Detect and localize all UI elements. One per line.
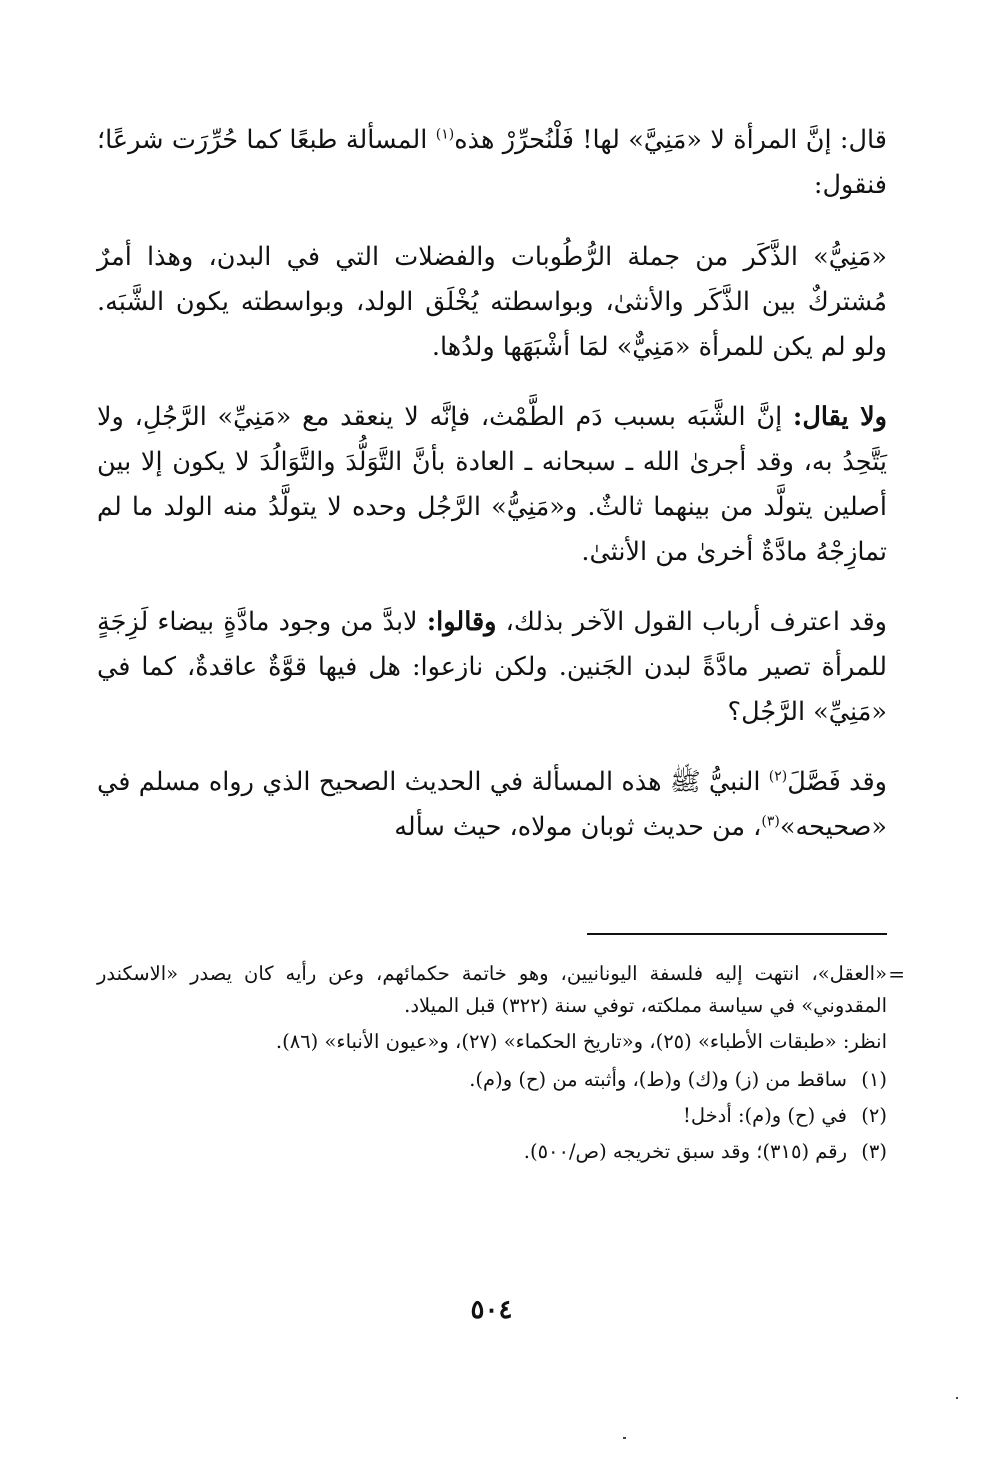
footnote-see-also: انظر: «طبقات الأطباء» (٢٥)، و«تاريخ الحكماء» (٢٧)، و«عيون الأنباء» (٨٦). (275, 1030, 887, 1053)
paragraph-4-text-a: وقد اعترف أرباب القول الآخر بذلك، (496, 607, 888, 637)
footnote-ref-3[interactable]: (٣) (761, 813, 780, 830)
paragraph-1-text-b: المسألة طبعًا كما حُرِّرَت شرعًا؛ فنقول: (97, 125, 887, 200)
paragraph-3-text: إنَّ الشَّبَه بسبب دَم الطَّمْث، فإنَّه لا ينعقد مع «مَنِيِّ» الرَّجُلِ، ولا يَتَّحِدُ به، وقد أجرىٰ الله ـ سبحانه ـ العادة بأنَّ التَّوَلُّدَ والتَّوَالُدَ لا يكون إلا بين أصلين يتولَّد من بينهما ثالثٌ. و«مَنِيُّ» الرَّجُل وحده لا يتولَّدُ منه الولد ما لم تمازِجْهُ مادَّةٌ أخرىٰ من الأنثىٰ. (97, 402, 887, 567)
footnote-text: رقم (٣١٥)؛ وقد سبق تخريجه (ص/٥٠٠). (523, 1140, 847, 1163)
footnote-item (97, 1100, 887, 1132)
main-text (97, 118, 887, 875)
paragraph-4 (97, 600, 887, 735)
footnote-continued (97, 958, 905, 1022)
footnote-item (97, 1136, 887, 1168)
footnote-number: (٢) (861, 1104, 887, 1127)
paragraph-5-text-c: ، من حديث ثوبان مولاه، حيث سأله (394, 812, 762, 842)
footnote-item (97, 1064, 887, 1096)
scan-speck (956, 1397, 958, 1399)
footnote-number: (١) (861, 1068, 887, 1091)
paragraph-5-text-b: النبيُّ ﷺ هذه المسألة في الحديث الصحيح الذي رواه مسلم في «صحيحه» (97, 767, 887, 842)
footnote-continued-text: «العقل»، انتهت إليه فلسفة اليونانيين، وهو خاتمة حكمائهم، وعن رأيه كان يصدر «الاسكندر المقدوني» في سياسة مملكته، توفي سنة (٣٢٢) قبل الميلاد. (97, 962, 887, 1017)
paragraph-1-text-a: قال: إنَّ المرأة لا «مَنِيَّ» لها! فَلْنُحرِّرْ هذه (454, 125, 887, 155)
continuation-mark: = (888, 962, 905, 986)
footnote-number: (٣) (861, 1140, 887, 1163)
footnote-ref-1[interactable]: (١) (435, 126, 455, 143)
paragraph-3 (97, 395, 887, 575)
page-number: ٥٠٤ (470, 1295, 513, 1325)
paragraph-4-text-b: لابدَّ من وجود مادَّةٍ بيضاء لَزِجَةٍ للمرأة تصير مادَّةً لبدن الجَنين. ولكن نازعوا: هل فيها قوَّةٌ عاقدةٌ، كما في «مَنِيِّ» الرَّجُل؟ (97, 607, 887, 727)
paragraph-1 (97, 118, 887, 208)
footnote-ref-2[interactable]: (٢) (768, 768, 788, 785)
paragraph-3-lead: ولا يقال: (792, 402, 887, 432)
footnote-separator (587, 933, 887, 935)
paragraph-2: «مَنِيُّ» الذَّكَر من جملة الرُّطُوبات والفضلات التي في البدن، وهذا أمرٌ مُشتركٌ بين الذَّكَر والأنثىٰ، وبواسطته يُخْلَق الولد، وبواسطته يكون الشَّبَه. ولو لم يكن للمرأة «مَنِيٌّ» لمَا أشْبَهَها ولدُها. (97, 242, 887, 362)
footnote-text: ساقط من (ز) و(ك) و(ط)، وأثبته من (ح) و(م). (469, 1068, 847, 1091)
scan-speck (623, 1437, 626, 1439)
paragraph-4-lead: وقالوا: (426, 607, 497, 637)
footnotes (97, 958, 905, 1172)
paragraph-5-text-a: وقد فَصَّلَ (787, 767, 887, 797)
paragraph-5 (97, 760, 887, 850)
footnote-text: في (ح) و(م): أدخل! (682, 1104, 847, 1127)
